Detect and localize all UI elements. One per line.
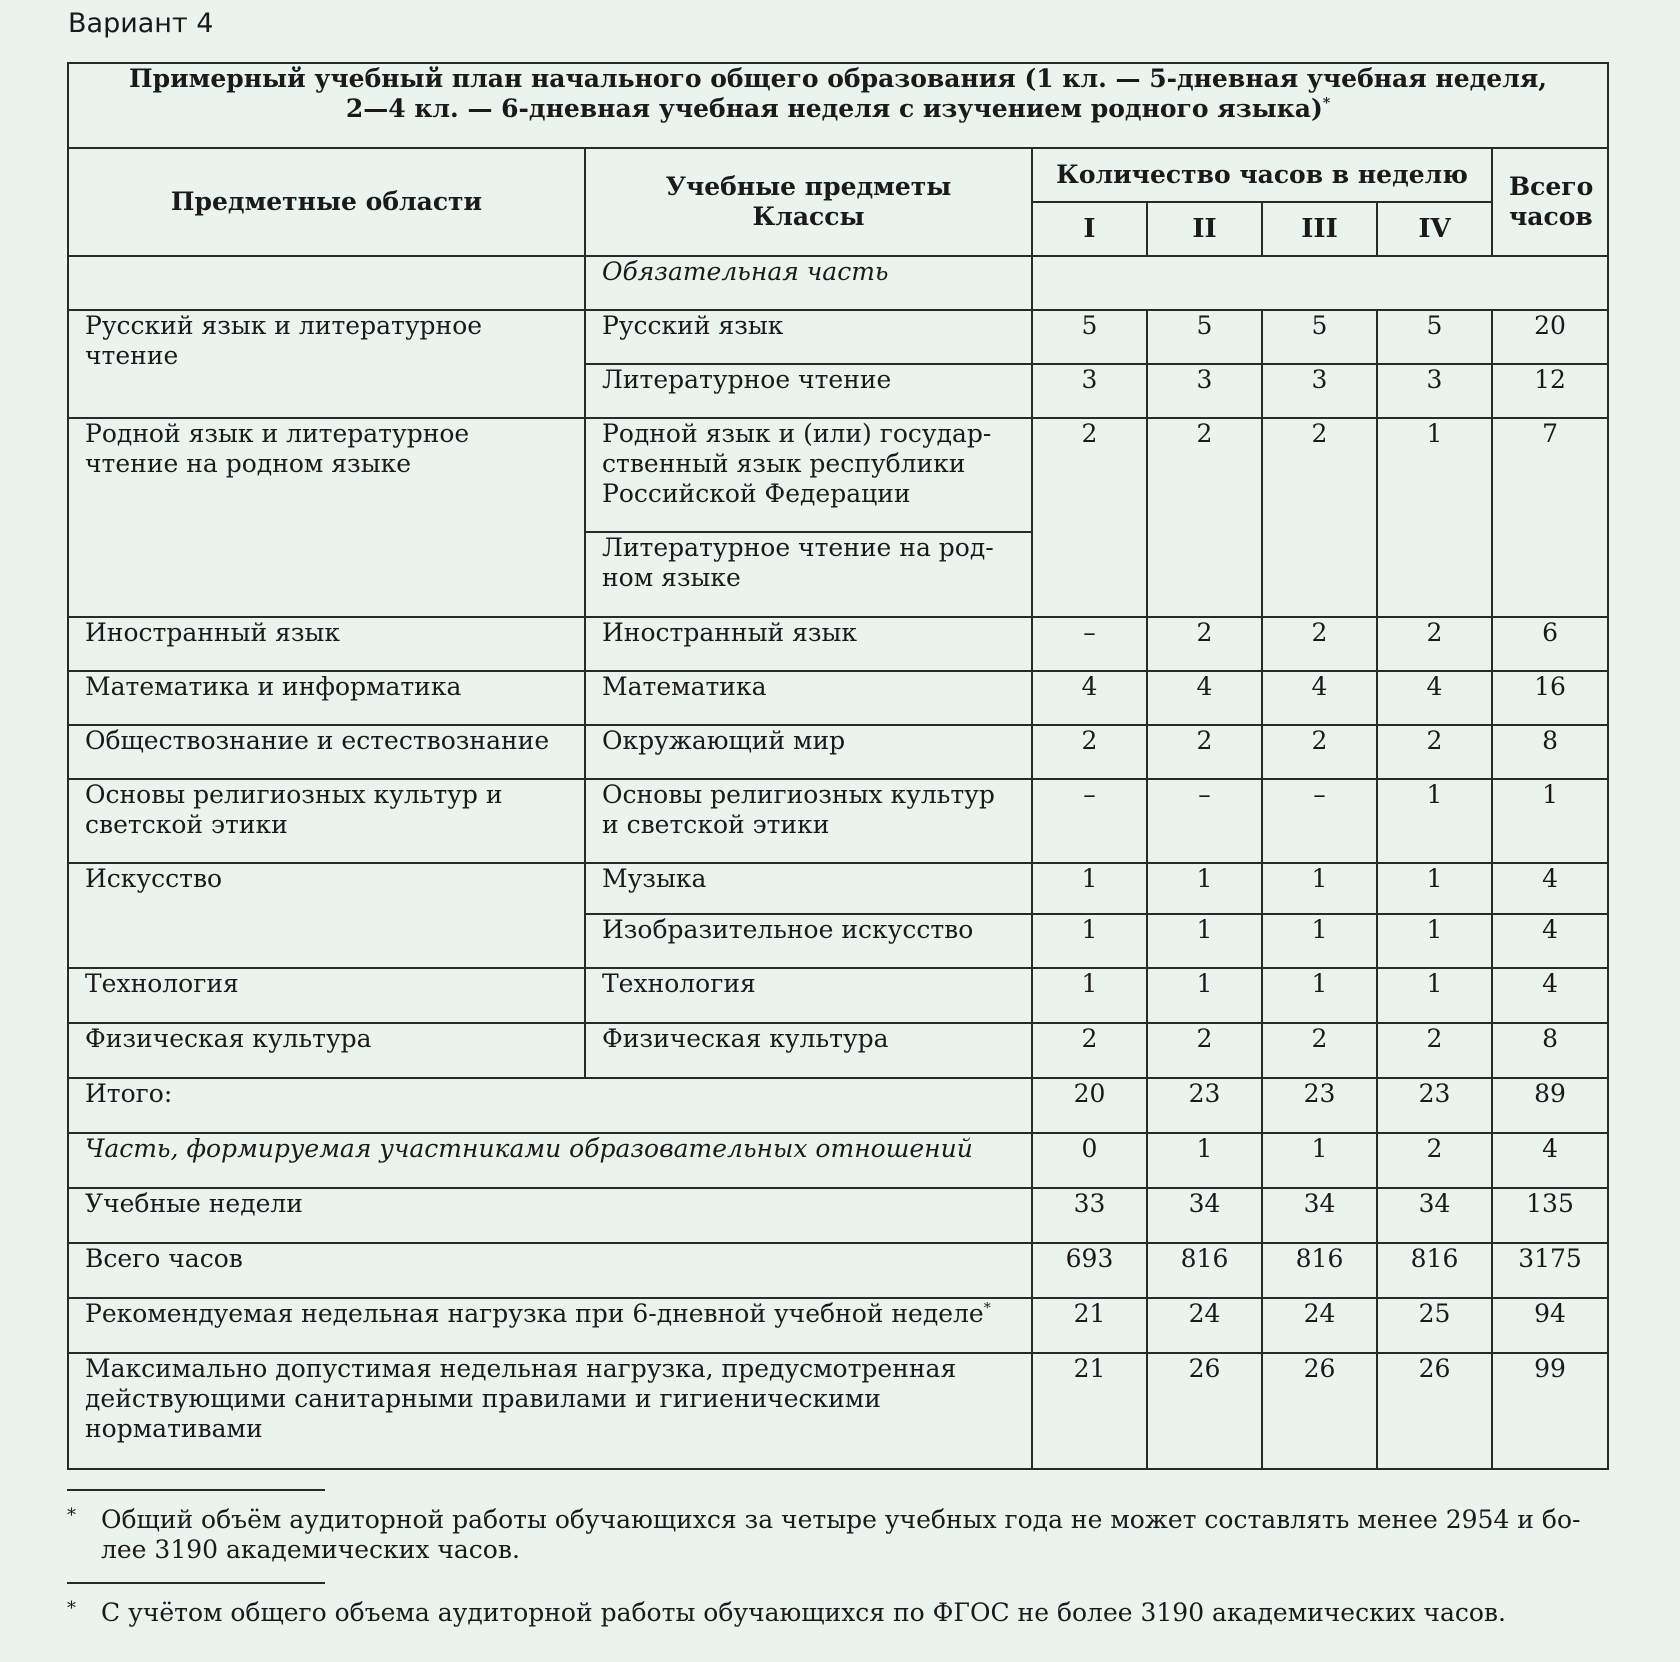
value-cell: 1 — [1377, 968, 1492, 1023]
area-cell: Обществознание и естествознание — [68, 725, 585, 779]
total-cell: 94 — [1492, 1298, 1608, 1353]
header-grade-3: III — [1262, 202, 1377, 256]
header-subjects: Учебные предметы Классы — [585, 148, 1032, 256]
subject-cell: Изобразительное искусство — [585, 914, 1032, 968]
subject-cell: Основы религиозных культур и светской этики — [585, 779, 1032, 863]
summary-label: Итого: — [68, 1078, 1032, 1133]
value-cell: 21 — [1032, 1353, 1147, 1469]
value-cell: 693 — [1032, 1243, 1147, 1298]
value-cell: 1 — [1377, 779, 1492, 863]
value-cell: 2 — [1147, 1023, 1262, 1078]
value-cell: 34 — [1262, 1188, 1377, 1243]
value-cell: 2 — [1032, 725, 1147, 779]
value-cell: 2 — [1377, 1023, 1492, 1078]
value-cell: 0 — [1032, 1133, 1147, 1188]
area-cell: Иностранный язык — [68, 617, 585, 671]
value-cell: 23 — [1147, 1078, 1262, 1133]
value-cell: 2 — [1147, 617, 1262, 671]
value-cell: 4 — [1147, 671, 1262, 725]
header-areas: Предметные области — [68, 148, 585, 256]
subject-cell: Родной язык и (или) государ-ственный язык республики Российской Федерации — [585, 418, 1032, 532]
value-cell: 2 — [1032, 1023, 1147, 1078]
subject-cell: Иностранный язык — [585, 617, 1032, 671]
total-cell: 7 — [1492, 418, 1608, 617]
table-row — [68, 1023, 1608, 1078]
value-cell: 4 — [1262, 671, 1377, 725]
total-cell: 3175 — [1492, 1243, 1608, 1298]
value-cell: 25 — [1377, 1298, 1492, 1353]
summary-label: Учебные недели — [68, 1188, 1032, 1243]
area-cell: Искусство — [68, 863, 585, 968]
value-cell: 2 — [1377, 1133, 1492, 1188]
table-row — [68, 671, 1608, 725]
value-cell: 1 — [1147, 863, 1262, 914]
value-cell: 1 — [1147, 968, 1262, 1023]
empty-cell — [1032, 256, 1608, 310]
value-cell: 20 — [1032, 1078, 1147, 1133]
summary-row — [68, 1188, 1608, 1243]
value-cell: 23 — [1377, 1078, 1492, 1133]
value-cell: 5 — [1032, 310, 1147, 364]
value-cell: 3 — [1262, 364, 1377, 418]
value-cell: 23 — [1262, 1078, 1377, 1133]
header-hours-per-week: Количество часов в неделю — [1032, 148, 1492, 202]
subject-cell: Литературное чтение — [585, 364, 1032, 418]
value-cell: 24 — [1262, 1298, 1377, 1353]
subject-cell: Технология — [585, 968, 1032, 1023]
value-cell: 1 — [1262, 914, 1377, 968]
subject-cell: Музыка — [585, 863, 1032, 914]
value-cell: 5 — [1377, 310, 1492, 364]
area-cell: Физическая культура — [68, 1023, 585, 1078]
total-cell: 89 — [1492, 1078, 1608, 1133]
footnote-2: * С учётом общего объема аудиторной работы обучающихся по ФГОС не более 3190 академических часов. — [67, 1598, 1506, 1627]
header-grade-1: I — [1032, 202, 1147, 256]
total-cell: 4 — [1492, 863, 1608, 914]
subject-cell: Окружающий мир — [585, 725, 1032, 779]
table-row — [68, 418, 1608, 532]
total-cell: 4 — [1492, 968, 1608, 1023]
area-cell: Основы религиозных культур и светской этики — [68, 779, 585, 863]
value-cell: 26 — [1262, 1353, 1377, 1469]
value-cell: 26 — [1147, 1353, 1262, 1469]
total-cell: 20 — [1492, 310, 1608, 364]
total-cell: 99 — [1492, 1353, 1608, 1469]
summary-row — [68, 1078, 1608, 1133]
footnote-rule — [67, 1582, 325, 1584]
value-cell: 2 — [1262, 1023, 1377, 1078]
area-cell: Технология — [68, 968, 585, 1023]
total-cell: 6 — [1492, 617, 1608, 671]
summary-label: Часть, формируемая участниками образовательных отношений — [68, 1133, 1032, 1188]
value-cell: 1 — [1147, 1133, 1262, 1188]
total-cell: 8 — [1492, 1023, 1608, 1078]
value-cell: 816 — [1262, 1243, 1377, 1298]
value-cell: 816 — [1147, 1243, 1262, 1298]
value-cell: – — [1032, 779, 1147, 863]
area-cell: Русский язык и литературное чтение — [68, 310, 585, 418]
header-total-hours: Всего часов — [1492, 148, 1608, 256]
summary-row — [68, 1298, 1608, 1353]
value-cell: 1 — [1377, 418, 1492, 617]
value-cell: 5 — [1147, 310, 1262, 364]
area-cell: Математика и информатика — [68, 671, 585, 725]
summary-row — [68, 1243, 1608, 1298]
value-cell: 5 — [1262, 310, 1377, 364]
value-cell: 4 — [1032, 671, 1147, 725]
mandatory-part-label: Обязательная часть — [585, 256, 1032, 310]
summary-row — [68, 1133, 1608, 1188]
value-cell: 816 — [1377, 1243, 1492, 1298]
value-cell: – — [1032, 617, 1147, 671]
value-cell: 3 — [1032, 364, 1147, 418]
subject-cell: Математика — [585, 671, 1032, 725]
total-cell: 16 — [1492, 671, 1608, 725]
value-cell: 34 — [1377, 1188, 1492, 1243]
value-cell: – — [1147, 779, 1262, 863]
subject-cell: Литературное чтение на род-ном языке — [585, 532, 1032, 617]
value-cell: 2 — [1262, 617, 1377, 671]
total-cell: 1 — [1492, 779, 1608, 863]
total-cell: 8 — [1492, 725, 1608, 779]
table-title: Примерный учебный план начального общего образования (1 кл. — 5-дневная учебная неделя, 2—4 кл. — 6-дневная учебная неделя с изучением родного языка)* — [68, 63, 1608, 148]
value-cell: 2 — [1147, 418, 1262, 617]
value-cell: 1 — [1032, 863, 1147, 914]
variant-title: Вариант 4 — [68, 8, 214, 39]
value-cell: 1 — [1032, 914, 1147, 968]
value-cell: 33 — [1032, 1188, 1147, 1243]
empty-cell — [68, 256, 585, 310]
summary-row — [68, 1353, 1608, 1469]
value-cell: 1 — [1262, 1133, 1377, 1188]
value-cell: 1 — [1032, 968, 1147, 1023]
summary-label: Рекомендуемая недельная нагрузка при 6-дневной учебной неделе* — [68, 1298, 1032, 1353]
total-cell: 4 — [1492, 1133, 1608, 1188]
value-cell: 2 — [1032, 418, 1147, 617]
value-cell: 1 — [1262, 863, 1377, 914]
summary-label: Всего часов — [68, 1243, 1032, 1298]
curriculum-table — [67, 62, 1609, 1470]
total-cell: 4 — [1492, 914, 1608, 968]
value-cell: – — [1262, 779, 1377, 863]
value-cell: 34 — [1147, 1188, 1262, 1243]
header-grade-4: IV — [1377, 202, 1492, 256]
value-cell: 26 — [1377, 1353, 1492, 1469]
value-cell: 3 — [1377, 364, 1492, 418]
subject-cell: Физическая культура — [585, 1023, 1032, 1078]
table-row — [68, 617, 1608, 671]
value-cell: 2 — [1377, 725, 1492, 779]
table-row — [68, 310, 1608, 364]
area-cell: Родной язык и литературное чтение на родном языке — [68, 418, 585, 617]
table-row — [68, 779, 1608, 863]
table-row — [68, 968, 1608, 1023]
value-cell: 21 — [1032, 1298, 1147, 1353]
value-cell: 1 — [1262, 968, 1377, 1023]
footnote-1: * Общий объём аудиторной работы обучающихся за четыре учебных года не может составлять менее 2954 и бо-лее 3190 академических часов. — [67, 1505, 1581, 1564]
value-cell: 24 — [1147, 1298, 1262, 1353]
value-cell: 1 — [1377, 914, 1492, 968]
value-cell: 2 — [1147, 725, 1262, 779]
subject-cell: Русский язык — [585, 310, 1032, 364]
header-grade-2: II — [1147, 202, 1262, 256]
value-cell: 1 — [1377, 863, 1492, 914]
footnote-rule — [67, 1489, 325, 1491]
value-cell: 3 — [1147, 364, 1262, 418]
summary-label: Максимально допустимая недельная нагрузка, предусмотренная действующими санитарными правилами и гигиеническими нормативами — [68, 1353, 1032, 1469]
table-row — [68, 863, 1608, 914]
table-row — [68, 725, 1608, 779]
total-cell: 135 — [1492, 1188, 1608, 1243]
value-cell: 2 — [1377, 617, 1492, 671]
value-cell: 2 — [1262, 418, 1377, 617]
value-cell: 1 — [1147, 914, 1262, 968]
total-cell: 12 — [1492, 364, 1608, 418]
value-cell: 2 — [1262, 725, 1377, 779]
value-cell: 4 — [1377, 671, 1492, 725]
